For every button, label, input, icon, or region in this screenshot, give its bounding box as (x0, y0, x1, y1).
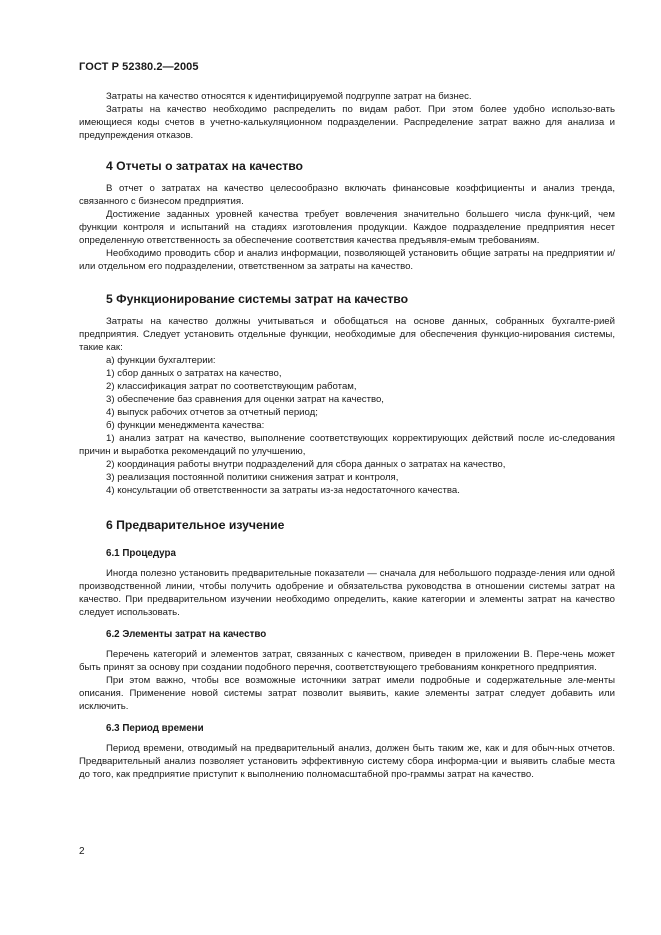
intro-paragraph-1: Затраты на качество относятся к идентифицируемой подгруппе затрат на бизнес. (106, 91, 472, 102)
list-item: 3) обеспечение баз сравнения для оценки затрат на качество, (106, 394, 384, 405)
page-number: 2 (79, 846, 85, 857)
subsection-6-2-heading: 6.2 Элементы затрат на качество (106, 629, 267, 640)
section-4-paragraph-1: В отчет о затратах на качество целесообразно включать финансовые коэффициенты и анализ тренда, связанного с бизнесом предприятия. (79, 183, 615, 207)
list-item: 2) классификация затрат по соответствующим работам, (106, 381, 357, 392)
section-6-heading: 6 Предварительное изучение (106, 518, 285, 532)
function-list (79, 354, 615, 497)
list-item: 3) реализация постоянной политики снижения затрат и контроля, (106, 472, 399, 483)
subsection-6-3-paragraph-1: Период времени, отводимый на предварительный анализ, должен быть таким же, как и для обыч-ных отчетов. Предварительный анализ позволяет установить эффективную систему сбора информа-ции и выявить слабые места до того, как предприятие приступит к выполнению полномасштабной про-граммы затрат на качество. (79, 743, 615, 780)
subsection-6-2-paragraph-2: При этом важно, чтобы все возможные источники затрат имели подробные и содержательные эле-менты описания. Применение новой системы затрат позволит выявить, какие элементы затрат следует добавить или исключить. (79, 675, 615, 712)
list-item: 4) выпуск рабочих отчетов за отчетный период; (106, 407, 318, 418)
subsection-6-2-paragraph-1: Перечень категорий и элементов затрат, связанных с качеством, приведен в приложении В. Пере-чень может быть принят за основу при создании подобного перечня, соответствующего требованиям конкретного предприятия. (79, 649, 615, 673)
subsection-6-3-heading: 6.3 Период времени (106, 723, 204, 734)
list-item: а) функции бухгалтерии: (106, 355, 216, 366)
subsection-6-1-heading: 6.1 Процедура (106, 548, 176, 559)
section-4-heading: 4 Отчеты о затратах на качество (106, 159, 303, 173)
subsection-6-1-paragraph-1: Иногда полезно установить предварительные показатели — сначала для небольшого подразде-ления или одной производственной линии, чтобы получить одобрение и обязательства руководства в отношении системы затрат на качество. При предварительном изучении необходимо определить, какие категории и элементы затрат на качество следует использовать. (79, 568, 615, 618)
page-body (79, 90, 615, 781)
intro-paragraph-2: Затраты на качество необходимо распределить по видам работ. При этом более удобно использо-вать имеющиеся коды счетов в учетно-калькуляционном подразделении. Распределение затрат важно для анализа и предупреждения отказов. (79, 104, 615, 141)
section-4-paragraph-2: Достижение заданных уровней качества требует вовлечения значительно большего числа функ-ций, чем функции контроля и испытаний на стадиях изготовления продукции. Каждое подразделение предприятия несет определенную ответственность за обеспечение соответствия качества предъявля-емым требованиям. (79, 209, 615, 246)
section-5-heading: 5 Функционирование системы затрат на качество (106, 292, 409, 306)
section-4-paragraph-3: Необходимо проводить сбор и анализ информации, позволяющей установить общие затраты на предприятии и/или отдельном его подразделении, ответственном за затраты на качество. (79, 248, 615, 272)
list-item: б) функции менеджмента качества: (106, 420, 265, 431)
list-item: 4) консультации об ответственности за затраты из-за недостаточного качества. (106, 485, 460, 496)
list-item: 1) сбор данных о затратах на качество, (106, 368, 282, 379)
list-item: 1) анализ затрат на качество, выполнение соответствующих корректирующих действий после ис-следования причин и выработка рекомендаций по улучшению, (79, 433, 615, 457)
section-5-intro: Затраты на качество должны учитываться и обобщаться на основе данных, собранных бухгалте-рией предприятия. Следует установить отдельные функции, необходимые для обеспечения функцио-нирования системы, такие как: (79, 316, 615, 353)
standard-header: ГОСТ Р 52380.2—2005 (79, 61, 199, 73)
list-item: 2) координация работы внутри подразделений для сбора данных о затратах на качество, (106, 459, 506, 470)
